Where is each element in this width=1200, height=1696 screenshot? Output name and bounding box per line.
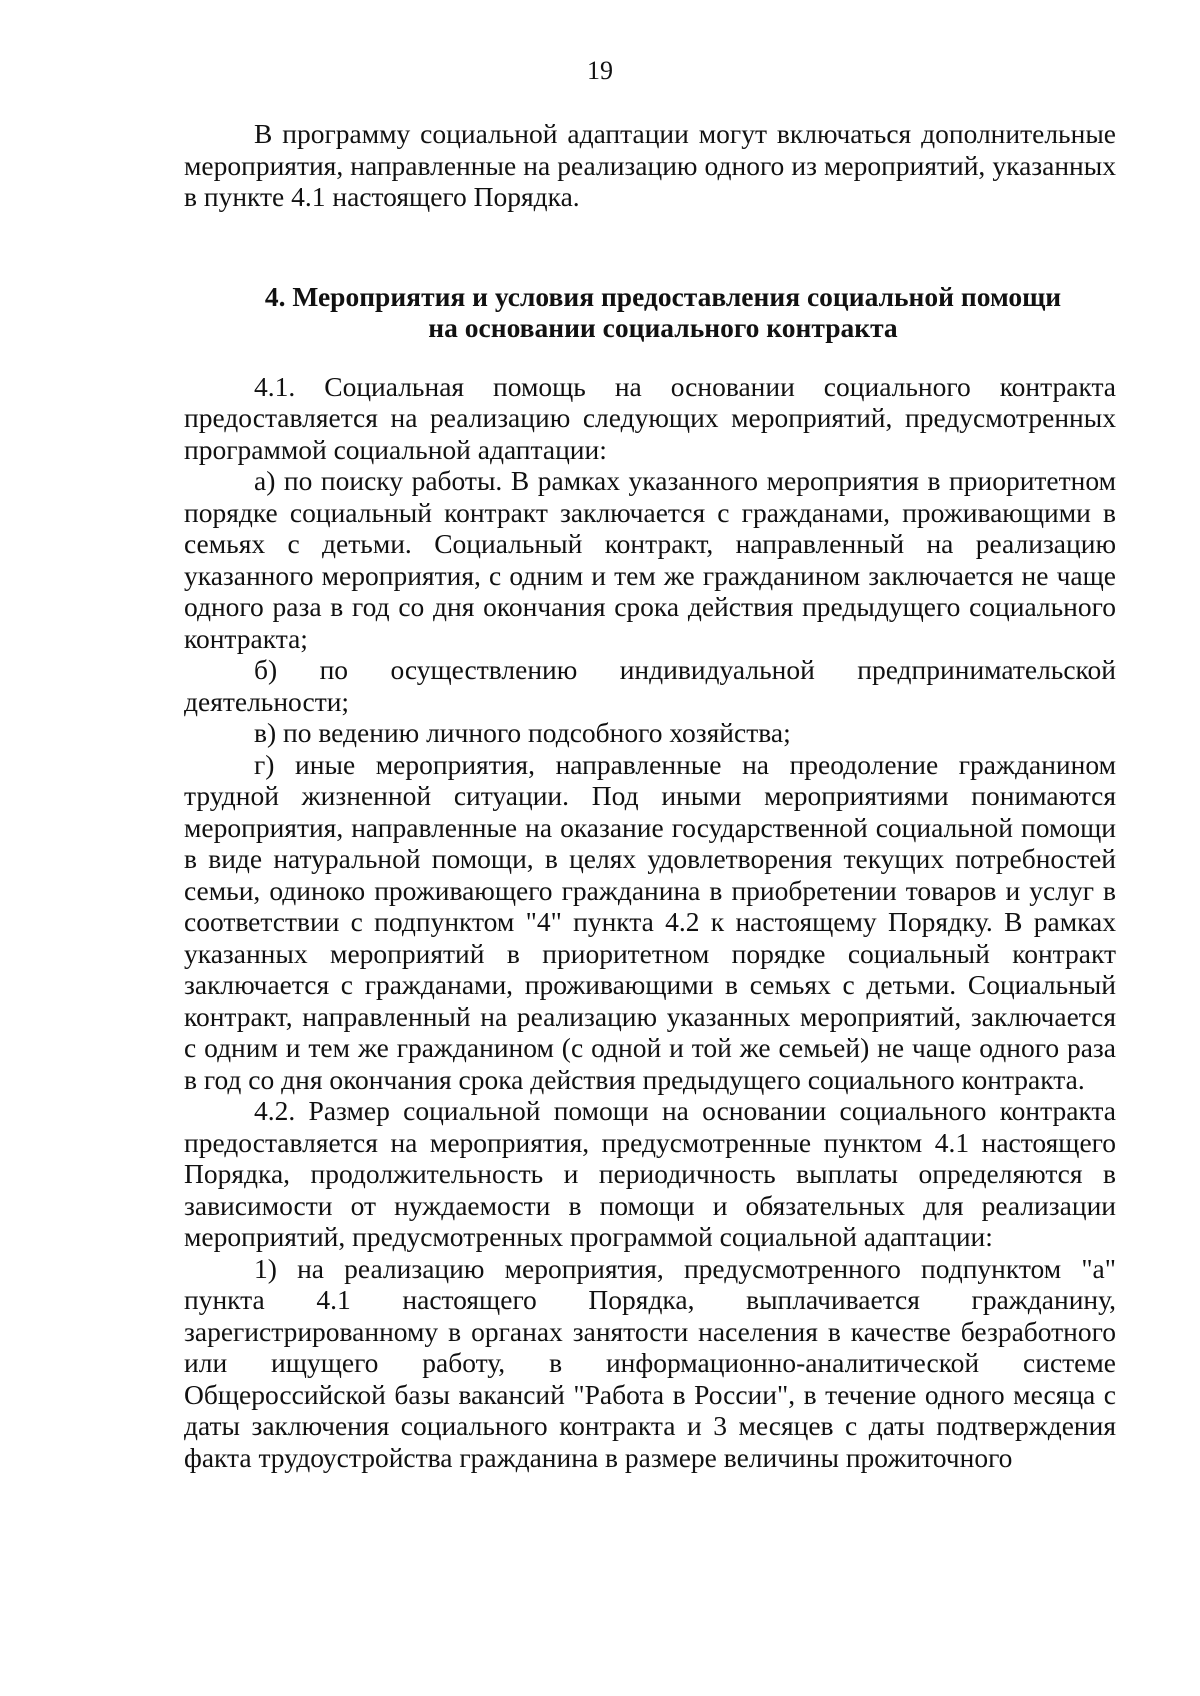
paragraph-item-g: г) иные мероприятия, направленные на преодоление гражданином трудной жизненной ситуации. Под иными мероприятиями понимаются мероприятия, направленные на оказание государственной социальной помощи в виде натуральной помощи, в целях удовлетворения текущих потребностей семьи, одиноко проживающего гражданина в приобретении товаров и услуг в соответствии с подпунктом "4" пункта 4.2 к настоящему Порядку. В рамках указанных мероприятий в приоритетном порядке социальный контракт заключается с гражданами, проживающими в семьях с детьми. Социальный контракт, направленный на реализацию указанных мероприятий, заключается с одним и тем же гражданином (с одной и той же семьей) не чаще одного раза в год со дня окончания срока действия предыдущего социального контракта. [184, 748, 1116, 1095]
spacer [184, 344, 1116, 371]
paragraph-4-2: 4.2. Размер социальной помощи на основании социального контракта предоставляется на мероприятия, предусмотренные пунктом 4.1 настоящего Порядка, продолжительность и периодичность выплаты определяются в зависимости от нуждаемости в помощи и обязательных для реализации мероприятий, предусмотренных программой социальной адаптации: [184, 1095, 1116, 1252]
section-heading-line-1: 4. Мероприятия и условия предоставления социальной помощи [264, 280, 1062, 312]
spacer [184, 213, 1116, 281]
intro-paragraph: В программу социальной адаптации могут включаться дополнительные мероприятия, направленные на реализацию одного из мероприятий, указанных в пункте 4.1 настоящего Порядка. [184, 118, 1116, 212]
section-heading [184, 281, 1116, 344]
paragraph-item-b: б) по осуществлению индивидуальной предпринимательской деятельности; [184, 654, 1116, 717]
paragraph-4-1: 4.1. Социальная помощь на основании социального контракта предоставляется на реализацию следующих мероприятий, предусмотренных программой социальной адаптации: [184, 370, 1116, 465]
section-heading-line-2: на основании социального контракта [428, 312, 898, 343]
document-body [184, 118, 1116, 1473]
paragraph-item-a: а) по поиску работы. В рамках указанного мероприятия в приоритетном порядке социальный контракт заключается с гражданами, проживающими в семьях с детьми. Социальный контракт, направленный на реализацию указанного мероприятия, с одним и тем же гражданином заключается не чаще одного раза в год со дня окончания срока действия предыдущего социального контракта; [184, 465, 1116, 654]
page-number: 19 [587, 56, 613, 85]
paragraph-item-v: в) по ведению личного подсобного хозяйства; [254, 717, 791, 748]
paragraph-subitem-1: 1) на реализацию мероприятия, предусмотренного подпунктом "а" пункта 4.1 настоящего Порядка, выплачивается гражданину, зарегистрированному в органах занятости населения в качестве безработного или ищущего работу, в информационно-аналитической системе Общероссийской базы вакансий "Работа в России", в течение одного месяца с даты заключения социального контракта и 3 месяцев с даты подтверждения факта трудоустройства гражданина в размере величины прожиточного [184, 1252, 1116, 1473]
